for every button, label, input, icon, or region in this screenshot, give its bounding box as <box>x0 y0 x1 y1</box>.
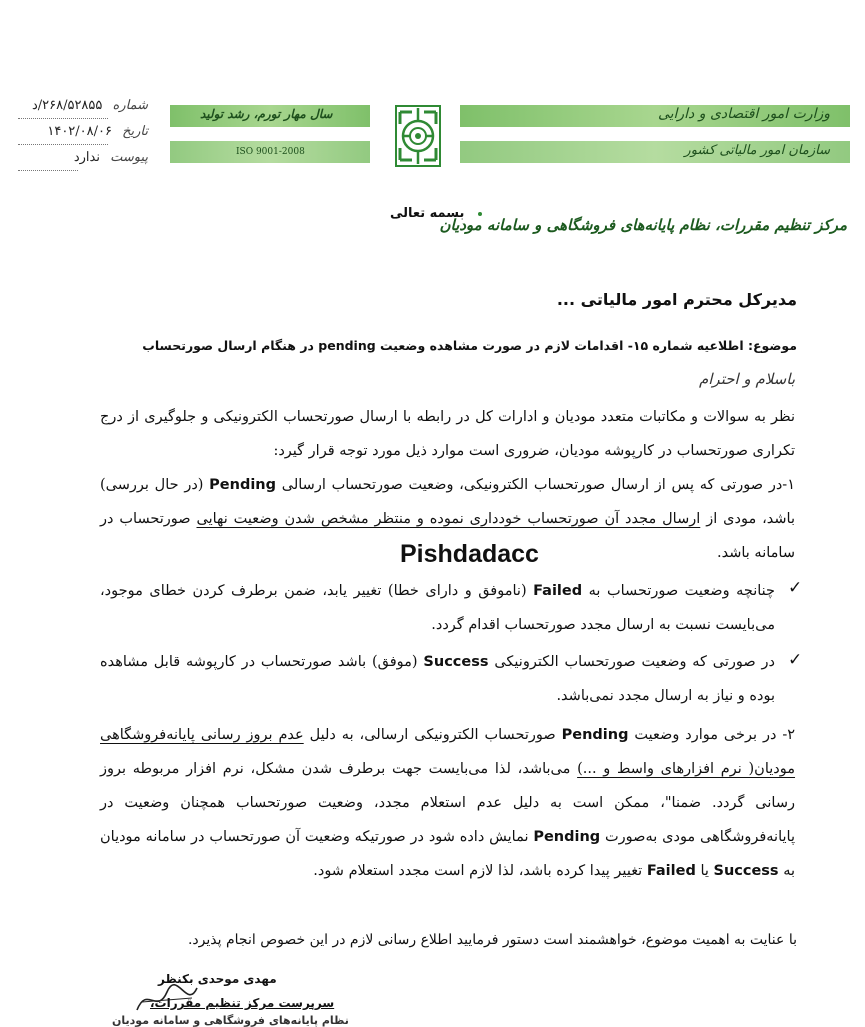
success-term: Success <box>713 863 779 879</box>
pending-term: Pending <box>561 727 629 743</box>
meta-dotted-line <box>18 118 108 119</box>
letter-number-row <box>18 98 148 124</box>
failed-term: Failed <box>646 863 696 879</box>
failed-term: Failed <box>533 583 583 599</box>
watermark-text: Pishdadacc <box>400 540 539 568</box>
checkmark-icon: ✓ <box>788 650 803 670</box>
check-1-text-b: (ناموفق و دارای خطا) تغییر یابد، ضمن برطرف کردن خطای موجود، می‌بایست نسبت به ارسال مجدد صورتحساب اقدام گردد. <box>100 583 775 633</box>
check-1-paragraph <box>100 574 775 642</box>
check-2-paragraph <box>100 645 775 713</box>
item-1-text-c: صورتحساب در سامانه باشد. <box>100 511 795 561</box>
addressee: مدیرکل محترم امور مالیاتی ... <box>556 290 797 309</box>
item-2-text-e: یا <box>700 863 709 879</box>
letter-meta <box>18 98 148 176</box>
item-1-underlined: ارسال مجدد آن صورتحساب خودداری نموده و منتظر مشخص شدن وضعیت نهایی <box>196 511 701 527</box>
pending-term: Pending <box>533 829 601 845</box>
item-2-text-c: می‌باشد، لذا می‌بایست جهت برطرف شدن مشکل، نرم افزار مربوطه بروز رسانی گردد. ضمنا"، ممکن است به دلیل عدم استعلام مجدد، وضعیت صورتحساب همچنان وضعیت در پایانه‌فروشگاهی مودی به‌صورت <box>100 761 795 845</box>
tax-organization-emblem-icon <box>388 100 448 172</box>
pending-term: Pending <box>209 477 277 493</box>
letter-date-label: تاریخ <box>122 124 148 139</box>
letter-date: ۱۴۰۲/۰۸/۰۶ <box>47 124 112 139</box>
item-2-text-a: ۲- در برخی موارد وضعیت <box>634 727 796 743</box>
check-2-text-b: (موفق) باشد صورتحساب در کارپوشه قابل مشاهده بوده و نیاز به ارسال مجدد نمی‌باشد. <box>100 654 775 704</box>
letter-number-label: شماره <box>112 98 148 113</box>
bismillah: بسمه تعالی <box>390 206 465 221</box>
checkmark-icon: ✓ <box>788 578 803 598</box>
header-banner <box>170 103 850 173</box>
letter-attachment-label: پیوست <box>110 150 148 165</box>
letter-number: ۲۶۸/۵۲۸۵۵/د <box>31 98 103 113</box>
item-2-text-f: تغییر پیدا کرده باشد، لذا لازم است مجدد استعلام شود. <box>313 863 643 879</box>
item-2-text-d: نمایش داده شود در صورتیکه وضعیت آن صورتحساب در سامانه مودیان به <box>100 829 795 879</box>
center-title: مرکز تنظیم مقررات، نظام پایانه‌های فروشگاهی و سامانه مودیان <box>439 216 847 234</box>
letter-attachment-row <box>18 150 148 176</box>
meta-dotted-line <box>18 170 78 171</box>
letter-date-row <box>18 124 148 150</box>
item-2-paragraph <box>100 718 795 888</box>
signatory-title-2: نظام پایانه‌های فروشگاهی و سامانه مودیان <box>112 1014 349 1027</box>
letter-attachment: ندارد <box>73 150 100 165</box>
signatory-title: سرپرست مرکز تنظیم مقررات، <box>150 996 335 1010</box>
subject-line: موضوع: اطلاعیه شماره ۱۵- اقدامات لازم در صورت مشاهده وضعیت pending در هنگام ارسال صورتحساب <box>142 338 797 353</box>
signatory-name: مهدی موحدی بکنظر <box>158 972 277 986</box>
intro-paragraph <box>100 400 795 468</box>
item-2-text-b: صورتحساب الکترونیکی ارسالی، به دلیل <box>309 727 556 743</box>
banner-ministry: وزارت امور اقتصادی و دارایی <box>657 106 830 122</box>
closing-sentence: با عنایت به اهمیت موضوع، خواهشمند است دستور فرمایید اطلاع رسانی لازم در این خصوص انجام پذیرد. <box>187 932 797 948</box>
banner-iso: ISO 9001-2008 <box>236 147 305 157</box>
banner-organization: سازمان امور مالیاتی کشور <box>684 143 830 158</box>
success-term: Success <box>423 654 489 670</box>
meta-dotted-line <box>18 144 108 145</box>
banner-slogan: سال مهار تورم، رشد تولید <box>200 107 333 121</box>
check-1-text-a: چنانچه وضعیت صورتحساب به <box>588 583 776 599</box>
greeting-handwritten: باسلام و احترام <box>698 370 795 388</box>
item-1-text-a: ۱-در صورتی که پس از ارسال صورتحساب الکترونیکی، وضعیت صورتحساب ارسالی <box>281 477 795 493</box>
intro-text: نظر به سوالات و مکاتبات متعدد مودیان و ادارات کل در رابطه با ارسال صورتحساب الکترونیکی و جلوگیری از درج تکراری صورتحساب در کارپوشه مودیان، ضروری است موارد ذیل مورد توجه قرار گیرد: <box>100 409 795 459</box>
item-1-text-b: (در حال بررسی) باشد، مودی از <box>100 477 796 527</box>
item-2-underlined: عدم بروز رسانی پایانه‌فروشگاهی مودیان( نرم افزارهای واسط و ...) <box>100 727 796 777</box>
check-2-text-a: در صورتی که وضعیت صورتحساب الکترونیکی <box>494 654 776 670</box>
